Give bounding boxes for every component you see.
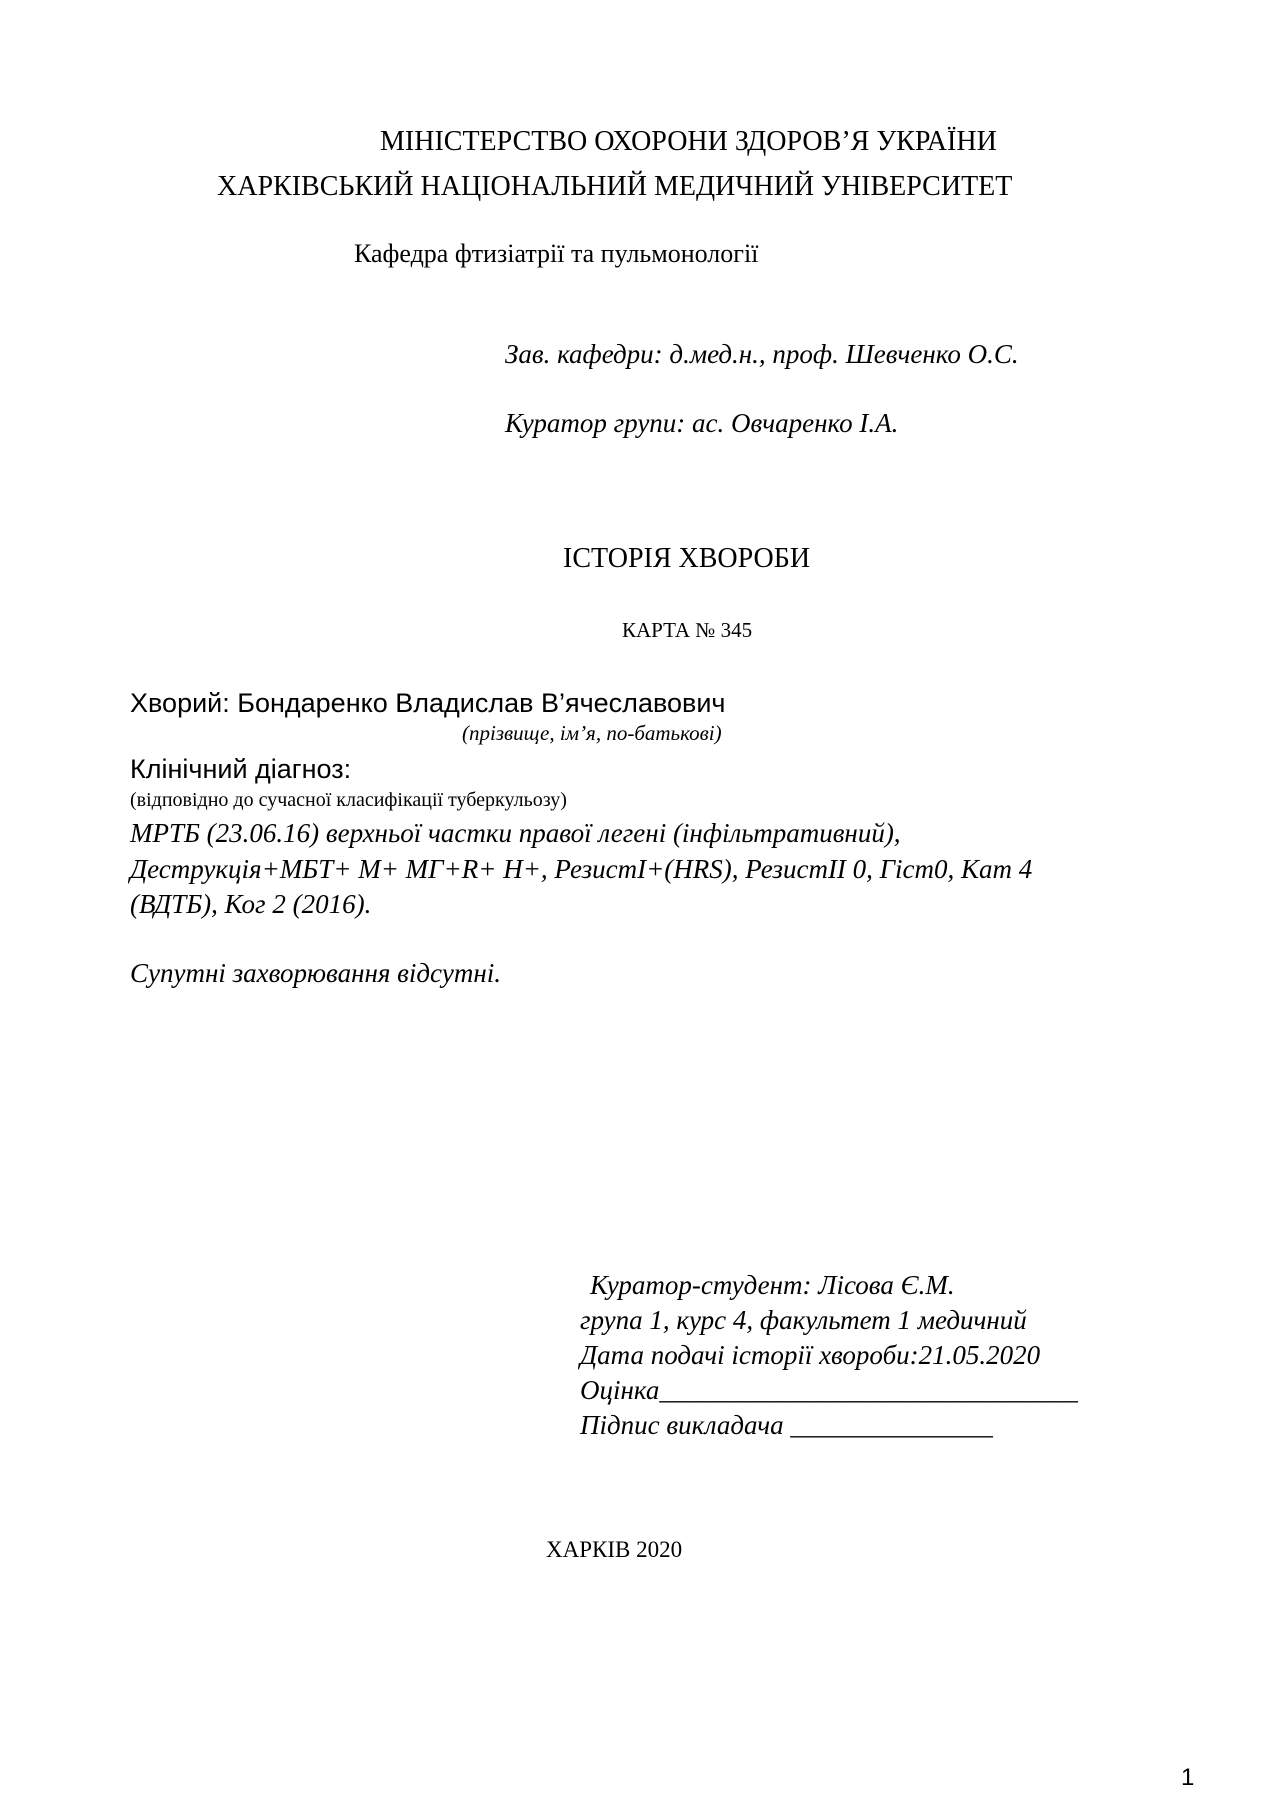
comorbidities: Супутні захворювання відсутні.: [130, 958, 501, 988]
university-heading: ХАРКІВСЬКИЙ НАЦІОНАЛЬНИЙ МЕДИЧНИЙ УНІВЕРСИТЕТ: [217, 171, 1013, 202]
city-year: ХАРКІВ 2020: [546, 1537, 683, 1562]
card-number: КАРТА № 345: [622, 618, 753, 642]
group-curator: Куратор групи: ас. Овчаренко І.А.: [505, 408, 899, 438]
student-group: група 1, курс 4, факультет 1 медичний: [580, 1305, 1027, 1335]
patient-name: Хворий: Бондаренко Владислав В’ячеславович: [130, 688, 726, 718]
department-head: Зав. кафедри: д.мед.н., проф. Шевченко О.С.: [505, 339, 1019, 369]
diagnosis-line: Деструкція+МБТ+ М+ МГ+R+ Н+, РезистІ+(HRS), РезистІІ 0, Гіст0, Кат 4: [130, 854, 1033, 884]
page-number: 1: [1181, 1764, 1195, 1791]
diagnosis-hint: (відповідно до сучасної класифікації туберкульозу): [130, 789, 567, 811]
submission-date: Дата подачі історії хвороби:21.05.2020: [580, 1340, 1041, 1370]
grade-field: Оцінка_______________________________: [580, 1375, 1078, 1405]
department-heading: Кафедра фтизіатрії та пульмонології: [354, 239, 759, 268]
patient-name-hint: (прізвище, ім’я, по-батькові): [462, 721, 722, 745]
ministry-heading: МІНІСТЕРСТВО ОХОРОНИ ЗДОРОВ’Я УКРАЇНИ: [380, 126, 997, 157]
document-title: ІСТОРІЯ ХВОРОБИ: [563, 543, 811, 574]
diagnosis-line: (ВДТБ), Ког 2 (2016).: [130, 889, 372, 919]
diagnosis-label: Клінічний діагноз:: [130, 754, 352, 784]
student-curator: Куратор-студент: Лісова Є.М.: [590, 1270, 955, 1300]
diagnosis-line: МРТБ (23.06.16) верхньої частки правої легені (інфільтративний),: [130, 818, 901, 848]
teacher-signature-field: Підпис викладача _______________: [580, 1410, 993, 1440]
